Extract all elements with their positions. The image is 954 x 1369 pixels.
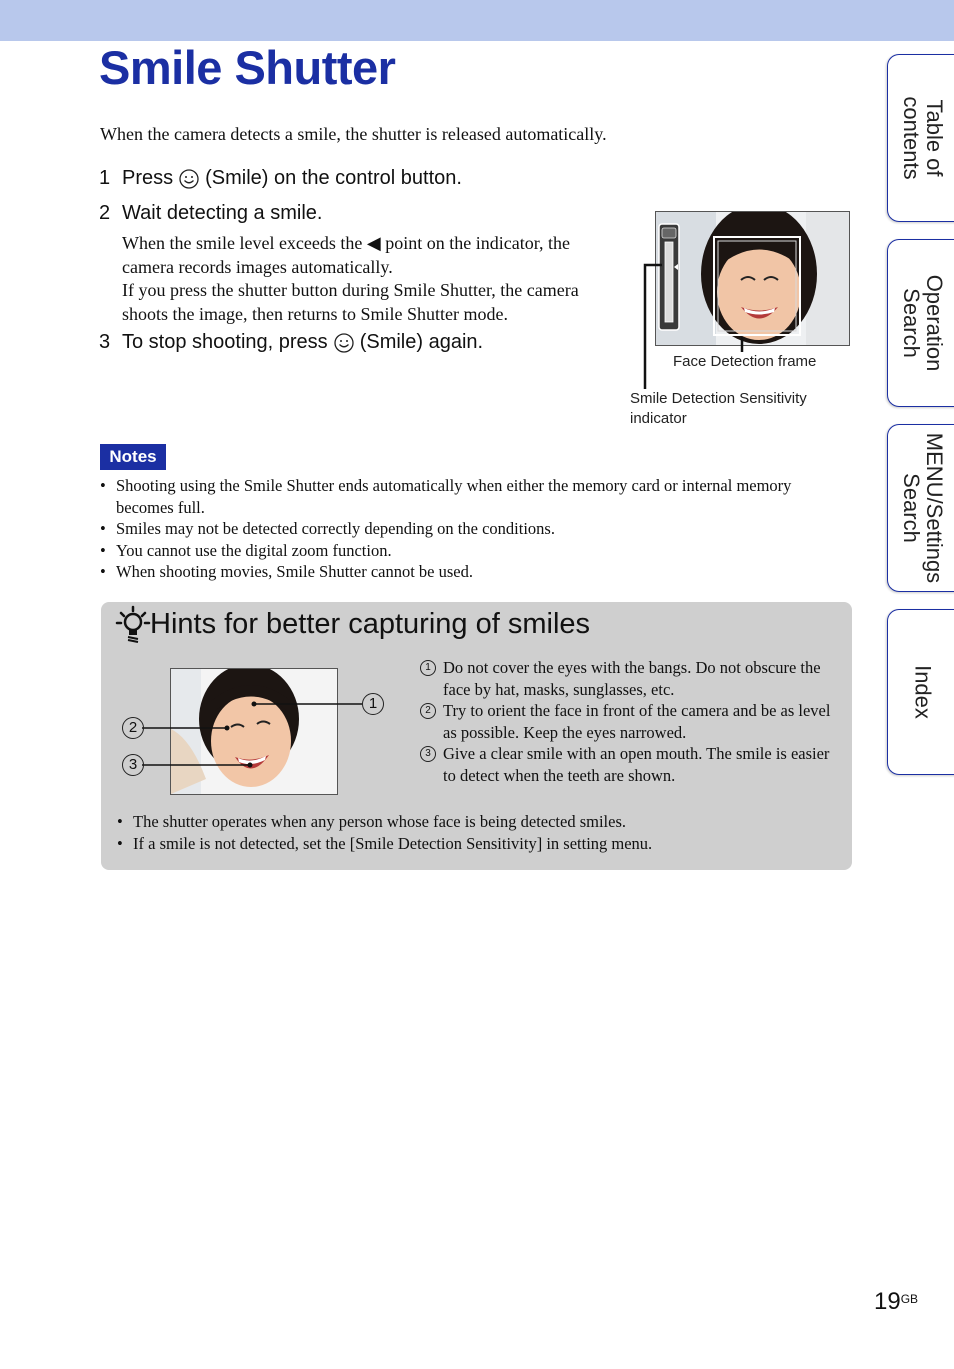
step-2-body-1: When the smile level exceeds the ◀ point on the indicator, the camera records images automatically. <box>122 233 570 277</box>
step-text-after: (Smile) on the control button. <box>205 167 462 189</box>
face-detection-label: Face Detection frame <box>673 353 817 370</box>
marker-3: 3 <box>122 754 144 776</box>
page-number-value: 19 <box>874 1288 901 1315</box>
smile-icon <box>334 333 354 353</box>
step-text: Wait detecting a smile. <box>122 202 323 224</box>
tab-index[interactable] <box>887 609 954 775</box>
step-text-before: To stop shooting, press <box>122 331 328 353</box>
lightbulb-hint-icon <box>115 605 151 645</box>
intro-text: When the camera detects a smile, the shutter is released automatically. <box>100 124 607 144</box>
list-item <box>420 743 840 786</box>
marker-2: 2 <box>122 717 144 739</box>
step-number: 1 <box>99 167 111 189</box>
hint-text: Do not cover the eyes with the bangs. Do not obscure the face by hat, masks, sunglasses, etc. <box>443 658 821 699</box>
marker-icon: 2 <box>420 703 436 719</box>
top-banner <box>0 0 954 41</box>
smile-icon <box>179 169 199 189</box>
tab-label: Table of contents <box>899 96 947 180</box>
hint-leader-lines <box>140 690 400 780</box>
figure-leader-lines <box>630 262 760 392</box>
marker-1: 1 <box>362 693 384 715</box>
list-item: • Smiles may not be detected correctly depending on the conditions. <box>100 518 840 540</box>
marker-icon: 3 <box>420 746 436 762</box>
page-number <box>874 1288 918 1316</box>
list-item: • The shutter operates when any person whose face is being detected smiles. <box>117 811 837 833</box>
list-item: • When shooting movies, Smile Shutter cannot be used. <box>100 561 840 583</box>
notes-badge: Notes <box>100 444 166 470</box>
step-number: 2 <box>99 202 111 224</box>
step-number: 3 <box>99 331 111 353</box>
tab-menu-settings-search[interactable] <box>887 424 954 592</box>
list-item <box>420 657 840 700</box>
tab-label: Index <box>910 665 936 719</box>
hint-text: Try to orient the face in front of the camera and be as level as possible. Keep the eyes narrowed. <box>443 701 831 742</box>
tab-table-of-contents[interactable] <box>887 54 954 222</box>
page-number-suffix: GB <box>900 1292 919 1306</box>
page-title: Smile Shutter <box>99 41 396 94</box>
list-item: • Shooting using the Smile Shutter ends automatically when either the memory card or internal memory becomes full. <box>100 475 840 518</box>
tab-label: Operation Search <box>899 274 947 372</box>
step-3 <box>99 331 483 354</box>
sensitivity-indicator-label: Smile Detection Sensitivity indicator <box>630 390 807 427</box>
tab-operation-search[interactable] <box>887 239 954 407</box>
step-1 <box>99 167 462 190</box>
step-text-after: (Smile) again. <box>359 331 484 353</box>
marker-icon: 1 <box>420 660 436 676</box>
hints-title: Hints for better capturing of smiles <box>150 608 591 640</box>
tab-label: MENU/Settings Search <box>899 432 947 584</box>
step-2-body-2: If you press the shutter button during Smile Shutter, the camera shoots the image, then returns to Smile Shutter mode. <box>122 280 579 324</box>
list-item <box>420 700 840 743</box>
list-item: • If a smile is not detected, set the [Smile Detection Sensitivity] in setting menu. <box>117 833 837 855</box>
step-text-before: Press <box>122 167 174 189</box>
hint-list <box>420 657 840 786</box>
hint-text: Give a clear smile with an open mouth. The smile is easier to detect when the teeth are shown. <box>443 744 830 785</box>
notes-list <box>100 475 840 583</box>
hint-bullets <box>117 811 837 854</box>
step-2 <box>99 202 322 225</box>
list-item: • You cannot use the digital zoom function. <box>100 540 840 562</box>
